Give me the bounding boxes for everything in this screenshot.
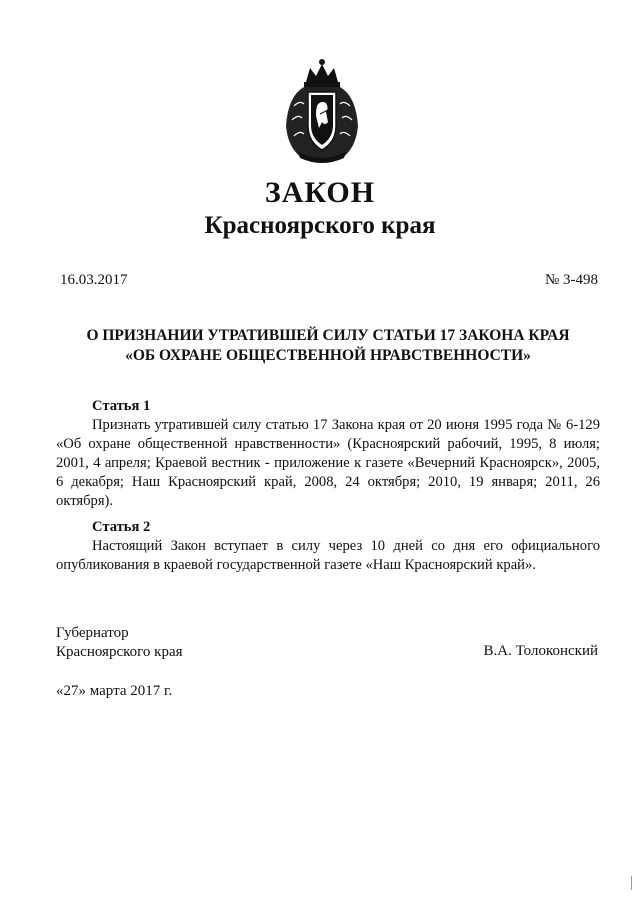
krasnoyarsk-coat-of-arms-icon	[282, 56, 362, 164]
article-2	[56, 518, 600, 575]
signature-date: «27» марта 2017 г.	[56, 683, 173, 699]
signatory-name: В.А. Толоконский	[483, 643, 598, 659]
document-number: № 3-498	[544, 272, 598, 288]
law-heading-line: О ПРИЗНАНИИ УТРАТИВШЕЙ СИЛУ СТАТЬИ 17 ЗАКОНА КРАЯ	[86, 327, 570, 344]
article-title: Статья 1	[92, 398, 151, 414]
document-title: ЗАКОН	[264, 176, 376, 209]
signatory-position	[56, 624, 183, 662]
signatory-position-line: Красноярского края	[56, 644, 183, 660]
article-text: Признать утратившей силу статью 17 Закона края от 20 июня 1995 года № 6-129 «Об охране общественной нравственности» (Красноярский рабочий, 1995, 8 июля; 2001, 4 апреля; Краевой вестник - приложение к газете «Вечерний Красноярск», 2005, 6 декабря; Наш Красноярский край, 2008, 24 октября; 2010, 19 января; 2011, 26 октября).	[56, 417, 600, 509]
law-heading-line: «ОБ ОХРАНЕ ОБЩЕСТВЕННОЙ НРАВСТВЕННОСТИ»	[125, 347, 531, 364]
article-text: Настоящий Закон вступает в силу через 10 дней со дня его официального опубликования в краевой государственной газете «Наш Красноярский край».	[56, 538, 600, 573]
law-heading	[40, 326, 616, 366]
document-subtitle: Красноярского края	[204, 212, 436, 239]
article-1	[56, 397, 600, 511]
page-edge-mark	[631, 876, 632, 890]
document-date: 16.03.2017	[60, 272, 128, 288]
signatory-position-line: Губернатор	[56, 625, 129, 641]
article-title: Статья 2	[92, 519, 151, 535]
